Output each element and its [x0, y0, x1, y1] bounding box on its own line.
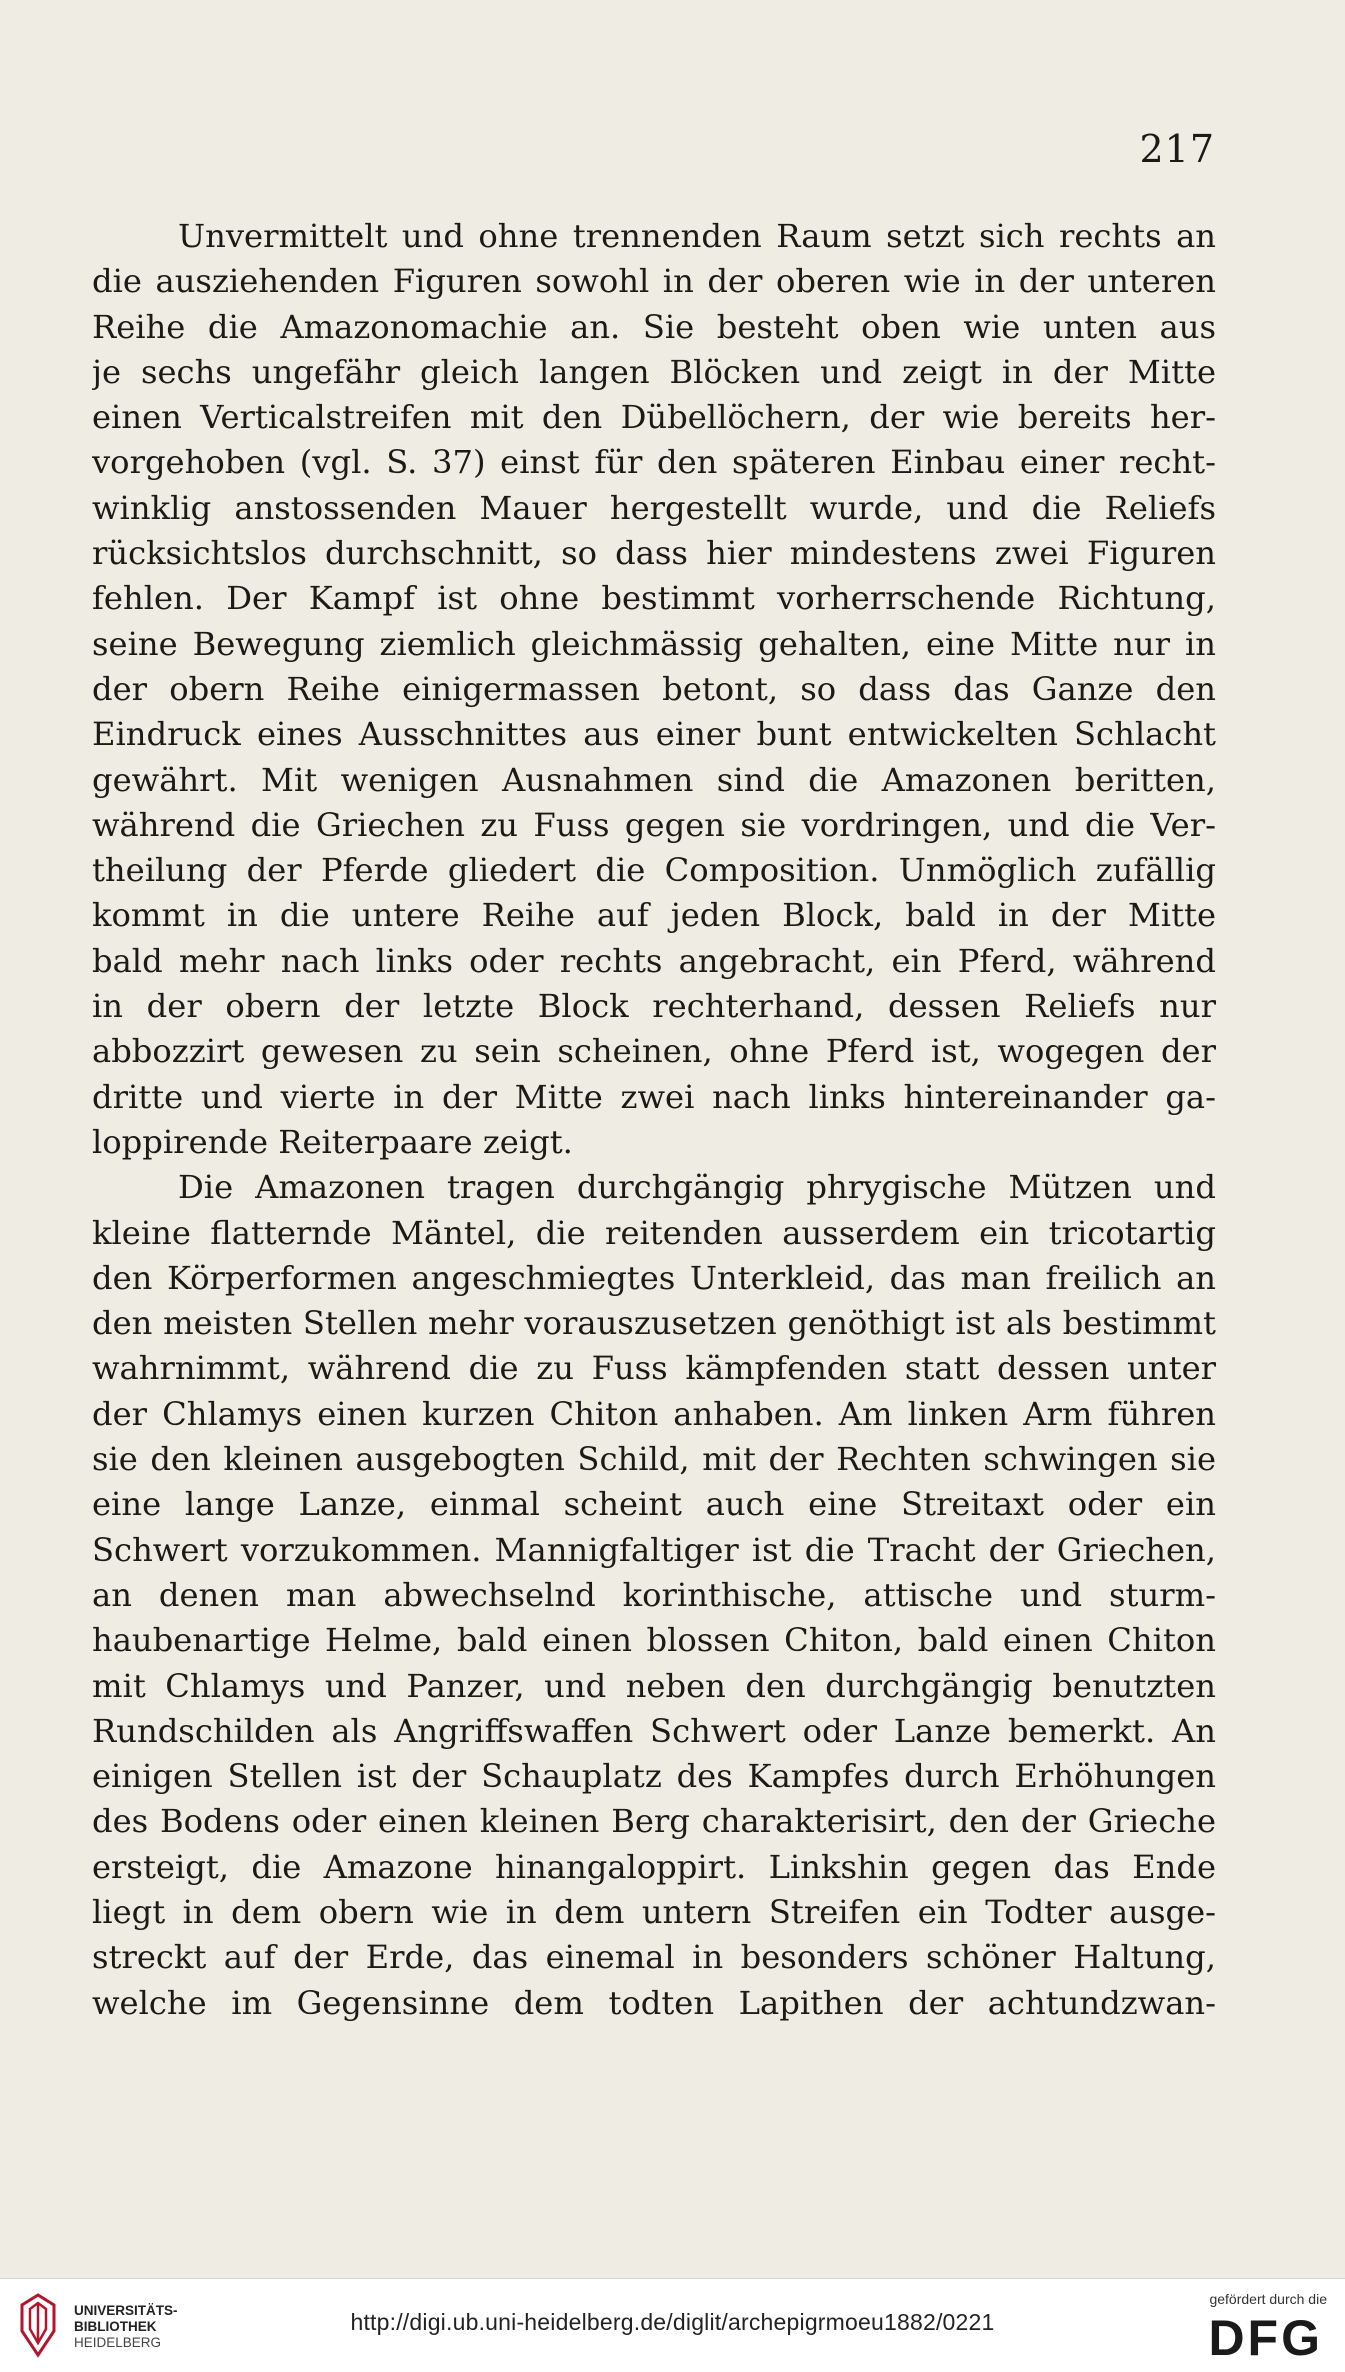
text-line: der obern Reihe einigermassen betont, so dass das Ganze den	[92, 669, 1216, 708]
text-line: des Bodens oder einen kleinen Berg charakterisirt, den der Grieche	[92, 1802, 1216, 1841]
text-line: rücksichtslos durchschnitt, so dass hier mindestens zwei Figuren	[92, 534, 1216, 573]
body-text	[92, 214, 1216, 2026]
text-line: haubenartige Helme, bald einen blossen Chiton, bald einen Chiton	[92, 1621, 1216, 1660]
text-line: einen Verticalstreifen mit den Dübellöchern, der wie bereits her-	[92, 398, 1216, 437]
text-line: mit Chlamys und Panzer, und neben den durchgängig benutzten	[92, 1666, 1216, 1705]
text-line: dritte und vierte in der Mitte zwei nach links hintereinander ga-	[92, 1077, 1216, 1116]
text-line: Die Amazonen tragen durchgängig phrygische Mützen und	[178, 1168, 1216, 1207]
text-line: liegt in dem obern wie in dem untern Streifen ein Todter ausge-	[92, 1892, 1216, 1931]
library-name-line: HEIDELBERG	[74, 2335, 162, 2350]
text-line: den meisten Stellen mehr vorauszusetzen genöthigt ist als bestimmt	[92, 1304, 1216, 1343]
text-line: ersteigt, die Amazone hinangaloppirt. Linkshin gegen das Ende	[92, 1847, 1216, 1886]
text-line: an denen man abwechselnd korinthische, attische und sturm-	[92, 1575, 1216, 1614]
text-line: gewährt. Mit wenigen Ausnahmen sind die Amazonen beritten,	[92, 760, 1216, 799]
library-name-line: UNIVERSITÄTS-	[74, 2303, 178, 2318]
text-line: einigen Stellen ist der Schauplatz des Kampfes durch Erhöhungen	[92, 1757, 1216, 1796]
text-line: eine lange Lanze, einmal scheint auch eine Streitaxt oder ein	[92, 1485, 1216, 1524]
text-line: welche im Gegensinne dem todten Lapithen der achtundzwan-	[92, 1983, 1216, 2022]
page-number: 217	[1139, 127, 1215, 171]
text-line: je sechs ungefähr gleich langen Blöcken und zeigt in der Mitte	[92, 352, 1216, 391]
text-line: während die Griechen zu Fuss gegen sie vordringen, und die Ver-	[92, 805, 1216, 844]
text-line: in der obern der letzte Block rechterhand, dessen Reliefs nur	[92, 987, 1216, 1026]
text-line: der Chlamys einen kurzen Chiton anhaben. Am linken Arm führen	[92, 1394, 1216, 1433]
text-line: seine Bewegung ziemlich gleichmässig gehalten, eine Mitte nur in	[92, 624, 1216, 663]
dfg-logo: DFG	[1208, 2310, 1323, 2366]
text-line: wahrnimmt, während die zu Fuss kämpfenden statt dessen unter	[92, 1349, 1216, 1388]
text-line: Unvermittelt und ohne trennenden Raum setzt sich rechts an	[178, 217, 1216, 255]
text-line: abbozzirt gewesen zu sein scheinen, ohne Pferd ist, wogegen der	[92, 1032, 1216, 1071]
text-line: Rundschilden als Angriffswaffen Schwert oder Lanze bemerkt. An	[92, 1711, 1216, 1750]
text-line: fehlen. Der Kampf ist ohne bestimmt vorherrschende Richtung,	[92, 579, 1216, 618]
text-line: winklig anstossenden Mauer hergestellt wurde, und die Reliefs	[92, 488, 1216, 527]
text-line: theilung der Pferde gliedert die Composition. Unmöglich zufällig	[92, 851, 1216, 890]
permalink-url[interactable]: http://digi.ub.uni-heidelberg.de/diglit/archepigrmoeu1882/0221	[350, 2309, 995, 2335]
funded-by-label: gefördert durch die	[1209, 2291, 1327, 2307]
library-name-line: BIBLIOTHEK	[74, 2319, 157, 2334]
text-line: kleine flatternde Mäntel, die reitenden ausserdem ein tricotartig	[92, 1213, 1216, 1252]
text-line: sie den kleinen ausgebogten Schild, mit der Rechten schwingen sie	[92, 1440, 1216, 1479]
text-line: Schwert vorzukommen. Mannigfaltiger ist die Tracht der Griechen,	[92, 1530, 1216, 1569]
text-line: die ausziehenden Figuren sowohl in der oberen wie in der unteren	[92, 262, 1216, 301]
text-line: Reihe die Amazonomachie an. Sie besteht oben wie unten aus	[92, 307, 1216, 346]
text-line: vorgehoben (vgl. S. 37) einst für den späteren Einbau einer recht-	[92, 443, 1216, 482]
text-line: den Körperformen angeschmiegtes Unterkleid, das man freilich an	[92, 1258, 1216, 1297]
text-line: loppirende Reiterpaare zeigt.	[92, 1122, 573, 1161]
text-line: streckt auf der Erde, das einemal in besonders schöner Haltung,	[92, 1938, 1216, 1977]
viewer-footer	[0, 2278, 1345, 2372]
text-line: Eindruck eines Ausschnittes aus einer bunt entwickelten Schlacht	[92, 715, 1216, 754]
text-line: bald mehr nach links oder rechts angebracht, ein Pferd, während	[92, 941, 1216, 980]
text-line: kommt in die untere Reihe auf jeden Block, bald in der Mitte	[92, 896, 1216, 935]
